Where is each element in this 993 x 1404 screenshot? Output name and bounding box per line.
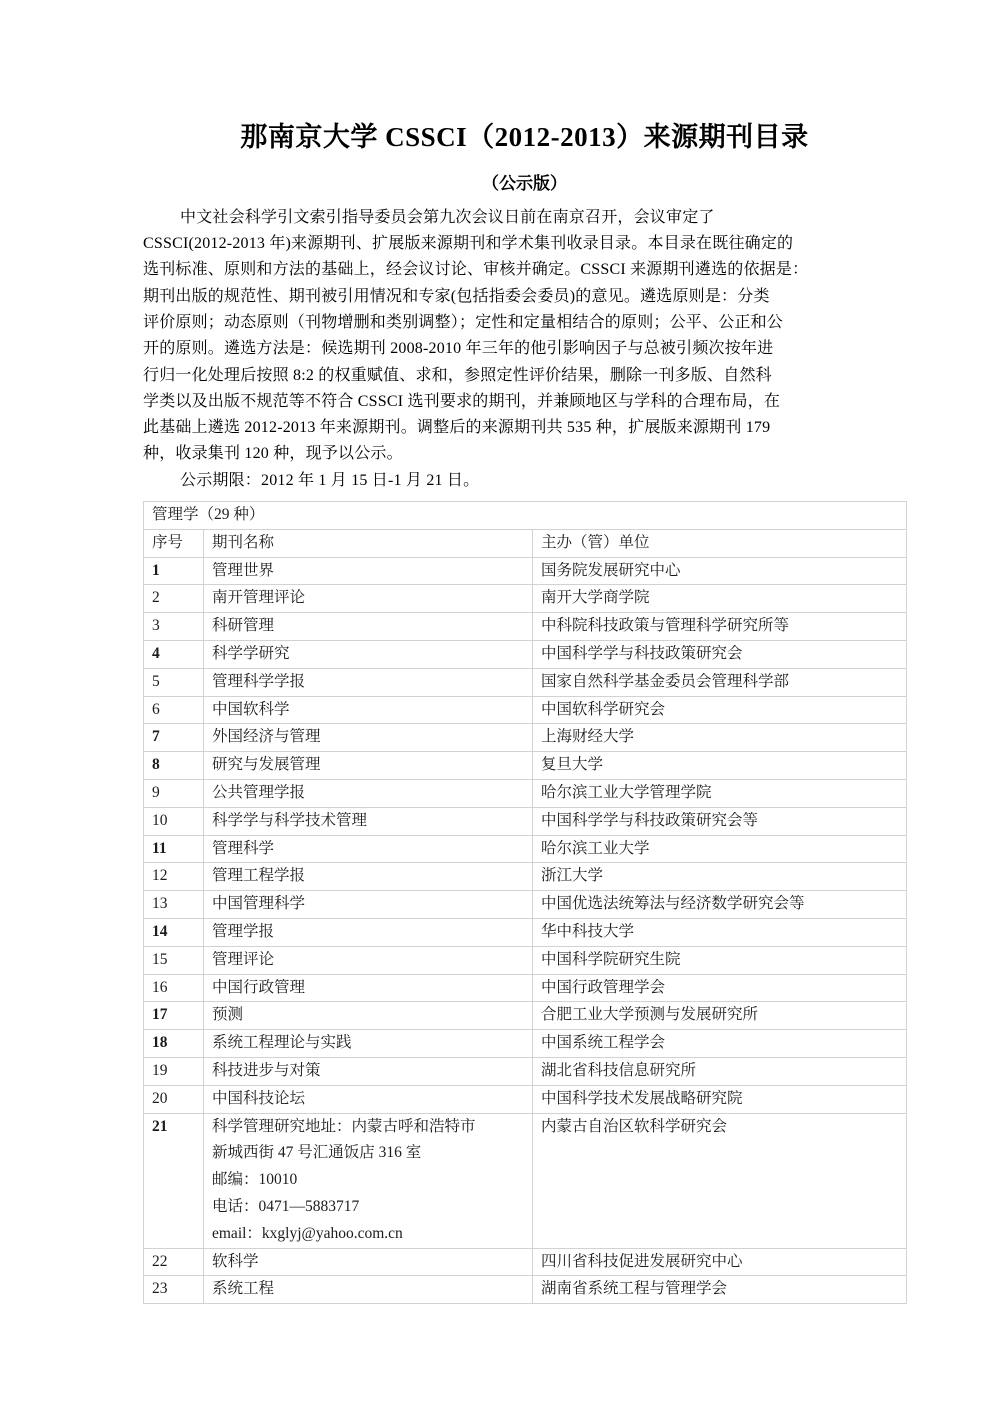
table-row (144, 779, 907, 807)
journal-address-line: 科学管理研究地址：内蒙古呼和浩特市 (212, 1117, 476, 1135)
row-number: 17 (144, 1002, 204, 1030)
row-number: 8 (144, 752, 204, 780)
row-number: 10 (144, 807, 204, 835)
journal-name: 科学学研究 (204, 641, 533, 669)
intro-paragraph (143, 205, 906, 494)
row-number: 22 (144, 1248, 204, 1276)
journal-name: 中国行政管理 (204, 974, 533, 1002)
table-row (144, 696, 907, 724)
intro-line: 种，收录集刊 120 种，现予以公示。 (143, 445, 403, 463)
table-row (144, 752, 907, 780)
journal-name: 科学学与科学技术管理 (204, 807, 533, 835)
table-row (144, 1248, 907, 1276)
journal-name: 研究与发展管理 (204, 752, 533, 780)
intro-line: 学类以及出版不规范等不符合 CSSCI 选刊要求的期刊，并兼顾地区与学科的合理布局，在 (143, 392, 781, 410)
column-header-journal: 期刊名称 (204, 529, 533, 557)
column-header-no: 序号 (144, 529, 204, 557)
row-number: 4 (144, 641, 204, 669)
org-name: 中国科学院研究生院 (533, 946, 907, 974)
journal-name: 系统工程理论与实践 (204, 1030, 533, 1058)
journal-name: 管理世界 (204, 557, 533, 585)
journal-email-line: email：kxglyj@yahoo.com.cn (212, 1224, 403, 1242)
table-row (144, 1085, 907, 1113)
journal-postcode-line: 邮编：10010 (212, 1171, 298, 1189)
journal-contact-block (204, 1113, 533, 1248)
table-row (144, 946, 907, 974)
journal-name: 预测 (204, 1002, 533, 1030)
table-row (144, 1002, 907, 1030)
org-name: 中国科学技术发展战略研究院 (533, 1085, 907, 1113)
org-name: 哈尔滨工业大学 (533, 835, 907, 863)
table-row (144, 863, 907, 891)
org-name: 湖南省系统工程与管理学会 (533, 1276, 907, 1304)
row-number: 3 (144, 613, 204, 641)
row-number: 5 (144, 668, 204, 696)
row-number: 2 (144, 585, 204, 613)
journal-table (143, 501, 907, 1304)
page-subtitle: （公示版） (482, 173, 567, 193)
row-number: 1 (144, 557, 204, 585)
row-number: 21 (144, 1113, 204, 1248)
row-number: 15 (144, 946, 204, 974)
org-name: 中国行政管理学会 (533, 974, 907, 1002)
intro-line: 此基础上遴选 2012-2013 年来源期刊。调整后的来源期刊共 535 种，扩展版来源期刊 179 (143, 419, 771, 437)
row-number: 7 (144, 724, 204, 752)
table-row (144, 1276, 907, 1304)
org-name: 中科院科技政策与管理科学研究所等 (533, 613, 907, 641)
journal-name: 南开管理评论 (204, 585, 533, 613)
journal-name: 公共管理学报 (204, 779, 533, 807)
journal-name: 外国经济与管理 (204, 724, 533, 752)
journal-address-line: 新城西街 47 号汇通饭店 316 室 (212, 1144, 422, 1162)
journal-name: 科技进步与对策 (204, 1057, 533, 1085)
table-section-row (144, 502, 907, 530)
table-row (144, 613, 907, 641)
journal-name: 管理科学 (204, 835, 533, 863)
row-number: 16 (144, 974, 204, 1002)
table-row (144, 1057, 907, 1085)
table-section-header: 管理学（29 种） (144, 502, 907, 530)
journal-name: 管理科学学报 (204, 668, 533, 696)
journal-name: 管理工程学报 (204, 863, 533, 891)
table-row (144, 918, 907, 946)
table-header-row (144, 529, 907, 557)
table-row (144, 807, 907, 835)
journal-name: 软科学 (204, 1248, 533, 1276)
intro-line: 选刊标准、原则和方法的基础上，经会议讨论、审核并确定。CSSCI 来源期刊遴选的依据是： (143, 261, 809, 279)
table-row (144, 891, 907, 919)
org-name: 浙江大学 (533, 863, 907, 891)
org-name: 华中科技大学 (533, 918, 907, 946)
org-name: 中国软科学研究会 (533, 696, 907, 724)
table-row (144, 974, 907, 1002)
row-number: 14 (144, 918, 204, 946)
org-name: 中国优选法统筹法与经济数学研究会等 (533, 891, 907, 919)
org-name: 国务院发展研究中心 (533, 557, 907, 585)
journal-name: 中国管理科学 (204, 891, 533, 919)
org-name: 国家自然科学基金委员会管理科学部 (533, 668, 907, 696)
row-number: 23 (144, 1276, 204, 1304)
org-name: 中国系统工程学会 (533, 1030, 907, 1058)
table-row (144, 1030, 907, 1058)
row-number: 13 (144, 891, 204, 919)
journal-name: 管理评论 (204, 946, 533, 974)
org-name: 内蒙古自治区软科学研究会 (533, 1113, 907, 1248)
table-row (144, 668, 907, 696)
org-name: 中国科学学与科技政策研究会等 (533, 807, 907, 835)
intro-line: 期刊出版的规范性、期刊被引用情况和专家(包括指委会委员)的意见。遴选原则是：分类 (143, 287, 770, 305)
row-number: 11 (144, 835, 204, 863)
row-number: 19 (144, 1057, 204, 1085)
publicity-period: 公示期限：2012 年 1 月 15 日-1 月 21 日。 (180, 471, 480, 489)
table-row (144, 557, 907, 585)
org-name: 南开大学商学院 (533, 585, 907, 613)
table-row (144, 835, 907, 863)
column-header-org: 主办（管）单位 (533, 529, 907, 557)
intro-line: 开的原则。遴选方法是：候选期刊 2008-2010 年三年的他引影响因子与总被引频次按年进 (143, 340, 774, 358)
org-name: 湖北省科技信息研究所 (533, 1057, 907, 1085)
org-name: 复旦大学 (533, 752, 907, 780)
row-number: 20 (144, 1085, 204, 1113)
journal-phone-line: 电话：0471—5883717 (212, 1197, 360, 1215)
table-row (144, 585, 907, 613)
row-number: 12 (144, 863, 204, 891)
row-number: 9 (144, 779, 204, 807)
intro-line: 中文社会科学引文索引指导委员会第九次会议日前在南京召开，会议审定了 (180, 208, 715, 226)
table-row (144, 724, 907, 752)
intro-line: CSSCI(2012-2013 年)来源期刊、扩展版来源期刊和学术集刊收录目录。本目录在既往确定的 (143, 235, 794, 253)
journal-name: 中国科技论坛 (204, 1085, 533, 1113)
intro-line: 行归一化处理后按照 8:2 的权重赋值、求和，参照定性评价结果，删除一刊多版、自然科 (143, 366, 772, 384)
intro-line: 评价原则；动态原则（刊物增删和类别调整）；定性和定量相结合的原则；公平、公正和公 (143, 313, 784, 331)
org-name: 合肥工业大学预测与发展研究所 (533, 1002, 907, 1030)
org-name: 中国科学学与科技政策研究会 (533, 641, 907, 669)
table-row (144, 641, 907, 669)
row-number: 18 (144, 1030, 204, 1058)
table-row (144, 1113, 907, 1248)
page-title: 那南京大学 CSSCI（2012-2013）来源期刊目录 (240, 122, 809, 152)
org-name: 哈尔滨工业大学管理学院 (533, 779, 907, 807)
org-name: 四川省科技促进发展研究中心 (533, 1248, 907, 1276)
journal-name: 系统工程 (204, 1276, 533, 1304)
row-number: 6 (144, 696, 204, 724)
journal-name: 科研管理 (204, 613, 533, 641)
journal-name: 管理学报 (204, 918, 533, 946)
journal-name: 中国软科学 (204, 696, 533, 724)
org-name: 上海财经大学 (533, 724, 907, 752)
